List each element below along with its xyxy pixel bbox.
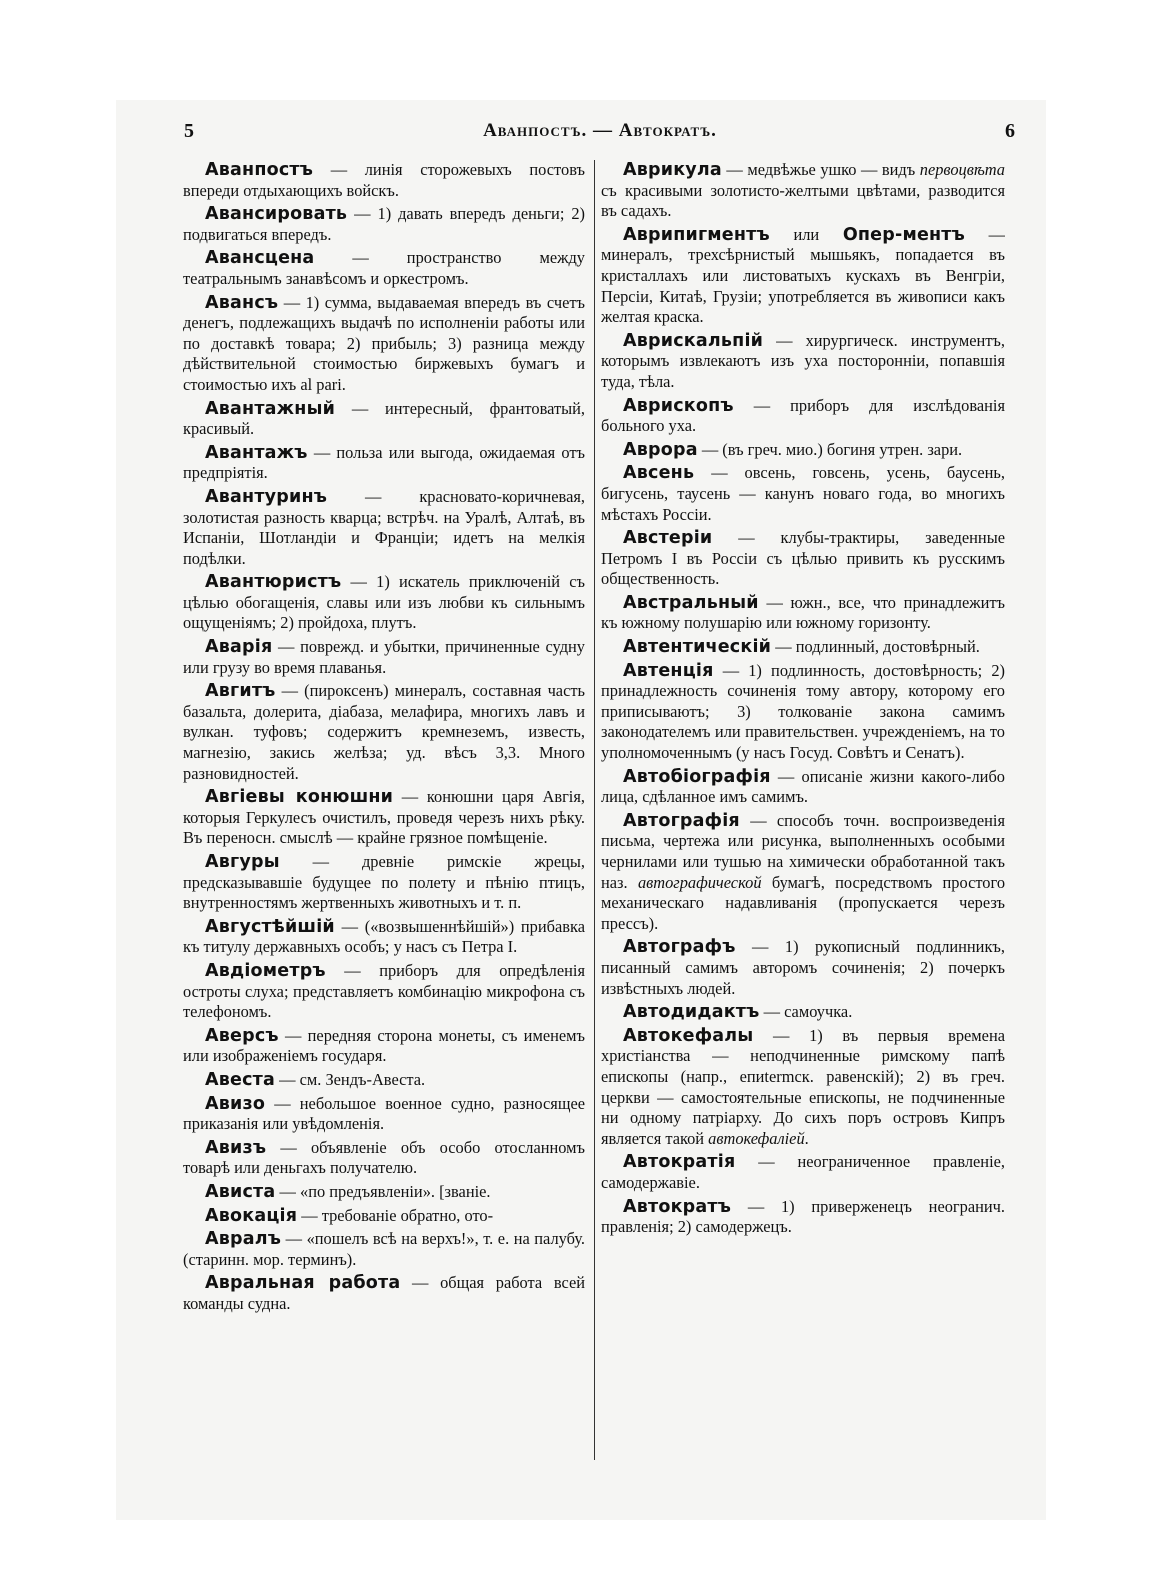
entry-headword: Авдіометръ	[205, 960, 326, 981]
entry-headword: Автографія	[623, 810, 740, 831]
entry-definition: — пространство между театральнымъ занавѣсомъ и оркестромъ.	[183, 248, 585, 288]
entry-definition: — 1) подлинность, достовѣрность; 2) принадлежность сочиненія тому автору, которому его приписываютъ; 3) толкованіе закона самимъ законодателемъ или правительствен. учрежденіемъ, на то уполномоченнымъ (у насъ Госуд. Совѣтъ и Сенатъ).	[601, 660, 1005, 763]
dictionary-entry	[183, 572, 585, 634]
dictionary-entry	[601, 593, 1005, 634]
dictionary-entry	[183, 293, 585, 396]
entry-definition: — красновато-коричневая, золотистая разность кварца; встрѣч. на Уралѣ, Алтаѣ, въ Испаніи, Шотландіи и Франціи; идетъ на мелкія подѣлки.	[183, 486, 585, 568]
entry-headword: Автократъ	[623, 1196, 732, 1217]
entry-definition: — передняя сторона монеты, съ именемъ или изображеніемъ государя.	[183, 1025, 585, 1066]
entry-definition: — 1) сумма, выдаваемая впередъ въ счетъ денегъ, подлежащихъ выдачѣ по исполненіи работы или по доставкѣ товара; 2) прибыль; 3) разница между дѣйствительной стоимостью биржевыхъ бумагъ и стоимостью ихъ al pari.	[183, 292, 585, 394]
entry-headword: Августѣйшій	[205, 916, 335, 937]
dictionary-entry	[601, 1002, 1005, 1023]
entry-headword: Автократія	[623, 1152, 736, 1173]
entry-definition: — южн., все, что принадлежитъ къ южному полушарію или южному горизонту.	[601, 592, 1005, 633]
entry-definition: — 1) рукописный подлинникъ, писанный самимъ авторомъ сочиненія; 2) почеркъ извѣстныхъ людей.	[601, 937, 1005, 998]
entry-headword: Авокація	[205, 1205, 298, 1226]
entry-italic-term: автокефаліей	[708, 1128, 805, 1148]
entry-definition: — небольшое военное судно, разносящее приказанія или увѣдомленія.	[183, 1093, 585, 1134]
dictionary-entry	[601, 811, 1005, 935]
entry-headword: Авгитъ	[205, 681, 276, 702]
entry-definition: — конюшни царя Авгія, которыя Геркулесъ очистилъ, проведя черезъ нихъ рѣку. Въ переносн. смыслѣ — крайне грязное помѣщеніе.	[183, 787, 585, 848]
dictionary-entry	[183, 1138, 585, 1179]
entry-definition: или	[769, 224, 843, 244]
entry-definition: — требованіе обратно, ото-	[297, 1205, 494, 1225]
entry-headword: Аварія	[205, 637, 273, 658]
dictionary-entry	[183, 637, 585, 678]
entry-definition: — самоучка.	[759, 1002, 853, 1022]
entry-headword: Аванпостъ	[205, 160, 314, 180]
entry-definition: — хирургическ. инструментъ, которымъ извлекаютъ изъ уха посторонніи, попавшія туда, тѣла.	[601, 330, 1005, 391]
entry-definition: — приборъ для изслѣдованія больного уха.	[601, 395, 1005, 436]
entry-definition: — описаніе жизни какого-либо лица, сдѣланное имъ самимъ.	[601, 766, 1005, 807]
entry-definition: — поврежд. и убытки, причиненные судну или грузу во время плаванья.	[183, 637, 585, 677]
entry-headword: Авантажный	[205, 398, 336, 419]
entry-headword: Авсень	[623, 463, 695, 484]
entry-headword-alt: Опер-ментъ	[842, 224, 965, 245]
dictionary-entry	[183, 1094, 585, 1135]
dictionary-entry	[183, 204, 585, 245]
entry-headword: Аврископъ	[623, 395, 734, 416]
entry-headword: Авральная работа	[205, 1273, 401, 1294]
entry-italic-term: автографической	[637, 872, 762, 892]
entry-definition: — приборъ для опредѣленія остроты слуха; представляетъ комбинацію микрофона съ телефономъ.	[183, 960, 585, 1022]
entry-definition: — польза или выгода, ожидаемая отъ предпріятія.	[183, 442, 585, 483]
entry-definition: — неограниченное правленіе, самодержавіе.	[601, 1152, 1005, 1192]
dictionary-entry	[183, 443, 585, 484]
entry-headword: Австральный	[623, 592, 759, 613]
entry-headword: Авгіевы конюшни	[205, 787, 394, 808]
entry-definition: — «по предъявленіи». [званіе.	[275, 1181, 491, 1201]
entry-definition: — способъ точн. воспроизведенія письма, чертежа или рисунка, выполненныхъ особыми чернилами или тушью на химически обработанной такъ наз.	[601, 810, 1005, 892]
entry-definition: — (пироксенъ) минералъ, составная часть базальта, долерита, діабаза, мелафира, многихъ лавъ и вулкан. туфовъ; содержитъ кремнеземъ, известь, магнезію, закись желѣза; уд. вѣсъ 3,3. Много разновидностей.	[183, 681, 585, 783]
dictionary-entry	[601, 937, 1005, 999]
dictionary-entry	[601, 396, 1005, 437]
dictionary-entry	[183, 487, 585, 569]
entry-headword: Ависта	[205, 1181, 276, 1202]
entry-definition: — медвѣжье ушко — видъ	[721, 160, 920, 179]
dictionary-entry	[601, 225, 1005, 328]
entry-definition-cont: бумагѣ, посредствомъ простого механическаго надавливанія (пропускается черезъ прессъ).	[601, 872, 1005, 933]
entry-headword: Аврора	[623, 439, 698, 460]
entry-definition: — (въ греч. мио.) богиня утрен. зари.	[697, 439, 963, 459]
entry-italic-term: первоцвѣта	[919, 160, 1005, 179]
dictionary-entry	[183, 1182, 585, 1203]
dictionary-entry	[183, 917, 585, 958]
entry-headword: Авеста	[205, 1069, 276, 1090]
entry-headword: Автографъ	[623, 937, 736, 958]
dictionary-entry	[601, 528, 1005, 590]
dictionary-entry	[183, 1070, 585, 1091]
entry-definition: — клубы-трактиры, заведенные Петромъ I въ Россіи съ цѣлью привить къ русскимъ общественность.	[601, 528, 1005, 589]
entry-definition: — интересный, франтоватый, красивый.	[183, 398, 585, 439]
entry-headword: Автобіографія	[623, 766, 771, 787]
dictionary-entry	[183, 160, 585, 201]
dictionary-entry	[601, 463, 1005, 525]
entry-definition: — линія сторожевыхъ постовъ впереди отдыхающихъ войскъ.	[183, 160, 585, 200]
entry-headword: Автодидактъ	[623, 1002, 760, 1023]
entry-definition: — объявленіе объ особо отосланномъ товарѣ или деньгахъ получателю.	[183, 1137, 585, 1178]
entry-definition: — 1) въ первыя времена христіанства — неподчиненные римскому папѣ епископы (напр., епиtermск. равенскій); 2) въ греч. церкви — самостоятельные епископы, не подчиненные ни одному патріарху. До сихъ поръ островъ Кипръ является такой	[601, 1025, 1005, 1148]
dictionary-entry	[601, 1197, 1005, 1238]
entry-headword: Автентическій	[623, 637, 772, 658]
right-page-number: 6	[1005, 120, 1016, 142]
entry-headword: Аврискальпій	[623, 330, 764, 351]
dictionary-entry	[183, 1026, 585, 1067]
entry-headword: Авансцена	[205, 248, 315, 269]
dictionary-entry	[183, 1273, 585, 1314]
entry-headword: Авизо	[205, 1093, 266, 1114]
dictionary-entry	[183, 399, 585, 440]
entry-headword: Автенція	[623, 660, 714, 681]
dictionary-entry	[601, 160, 1005, 222]
entry-headword: Австеріи	[623, 528, 713, 549]
dictionary-entry	[183, 852, 585, 914]
left-page-number: 5	[184, 120, 195, 142]
entry-headword: Авансъ	[205, 292, 279, 313]
entry-headword: Аврикула	[623, 160, 722, 180]
entry-headword: Аврипигментъ	[623, 224, 770, 245]
running-title: Аванпостъ. — Автократъ.	[483, 120, 717, 141]
dictionary-entry	[601, 440, 1005, 461]
entry-definition: — «пошелъ всѣ на верхъ!», т. е. на палубу. (старинн. мор. терминъ).	[183, 1229, 585, 1269]
entry-definition: — древніе римскіе жрецы, предсказывавшіе будущее по полету и пѣнію птицъ, внутренностямъ жертвенныхъ животныхъ и т. п.	[183, 852, 585, 913]
dictionary-entry	[601, 767, 1005, 808]
entry-definition: — 1) искатель приключеній съ цѣлью обогащенія, славы или изъ любви къ сильнымъ ощущеніямъ; 2) пройдоха, плутъ.	[183, 572, 585, 633]
dictionary-entry	[183, 248, 585, 289]
dictionary-entry	[601, 1026, 1005, 1150]
entry-headword: Авизъ	[205, 1137, 267, 1158]
entry-headword: Авантажъ	[205, 442, 308, 463]
dictionary-entry	[601, 661, 1005, 764]
entry-definition: — общая работа всей команды судна.	[183, 1273, 585, 1313]
dictionary-entry	[601, 331, 1005, 393]
left-column	[183, 160, 585, 1470]
dictionary-entry	[183, 787, 585, 849]
dictionary-entry	[601, 637, 1005, 658]
entry-definition-cont: съ красивыми золотисто-желтыми цвѣтами, разводится въ садахъ.	[601, 180, 1005, 221]
dictionary-entry	[183, 961, 585, 1023]
dictionary-entry	[183, 681, 585, 784]
entry-definition: — 1) давать впередъ деньги; 2) подвигаться впередъ.	[183, 204, 585, 244]
entry-headword: Автокефалы	[623, 1025, 754, 1046]
column-divider	[594, 160, 595, 1460]
dictionary-entry	[601, 1152, 1005, 1193]
entry-definition: — см. Зендъ-Авеста.	[275, 1069, 426, 1089]
entry-definition-cont: — минералъ, трехсѣрнистый мышьякъ, попадается въ кристаллахъ или листоватыхъ кускахъ въ Венгріи, Персіи, Китаѣ, Грузіи; употребляется въ живописи какъ желтая краска.	[601, 224, 1005, 327]
entry-headword: Аверсъ	[205, 1025, 279, 1046]
entry-headword: Авгуры	[205, 852, 280, 872]
entry-definition: — («возвышеннѣйшій») прибавка къ титулу державныхъ особъ; у насъ съ Петра I.	[183, 916, 585, 957]
dictionary-entry	[183, 1229, 585, 1270]
page-header	[184, 120, 1016, 150]
entry-headword: Авансировать	[205, 204, 348, 225]
entry-definition: — подлинный, достовѣрный.	[771, 637, 980, 657]
entry-headword: Авантюристъ	[205, 572, 342, 593]
entry-headword: Авралъ	[205, 1229, 282, 1250]
entry-definition: — 1) приверженецъ неогранич. правленія; 2) самодержецъ.	[601, 1196, 1005, 1237]
entry-headword: Авантуринъ	[205, 486, 328, 507]
dictionary-entry	[183, 1206, 585, 1227]
entry-definition: — овсень, говсень, усень, баусень, бигусень, таусень — канунъ новаго года, во многихъ мѣстахъ Россіи.	[601, 463, 1005, 524]
right-column	[601, 160, 1005, 1470]
entry-definition-cont: .	[804, 1128, 809, 1148]
